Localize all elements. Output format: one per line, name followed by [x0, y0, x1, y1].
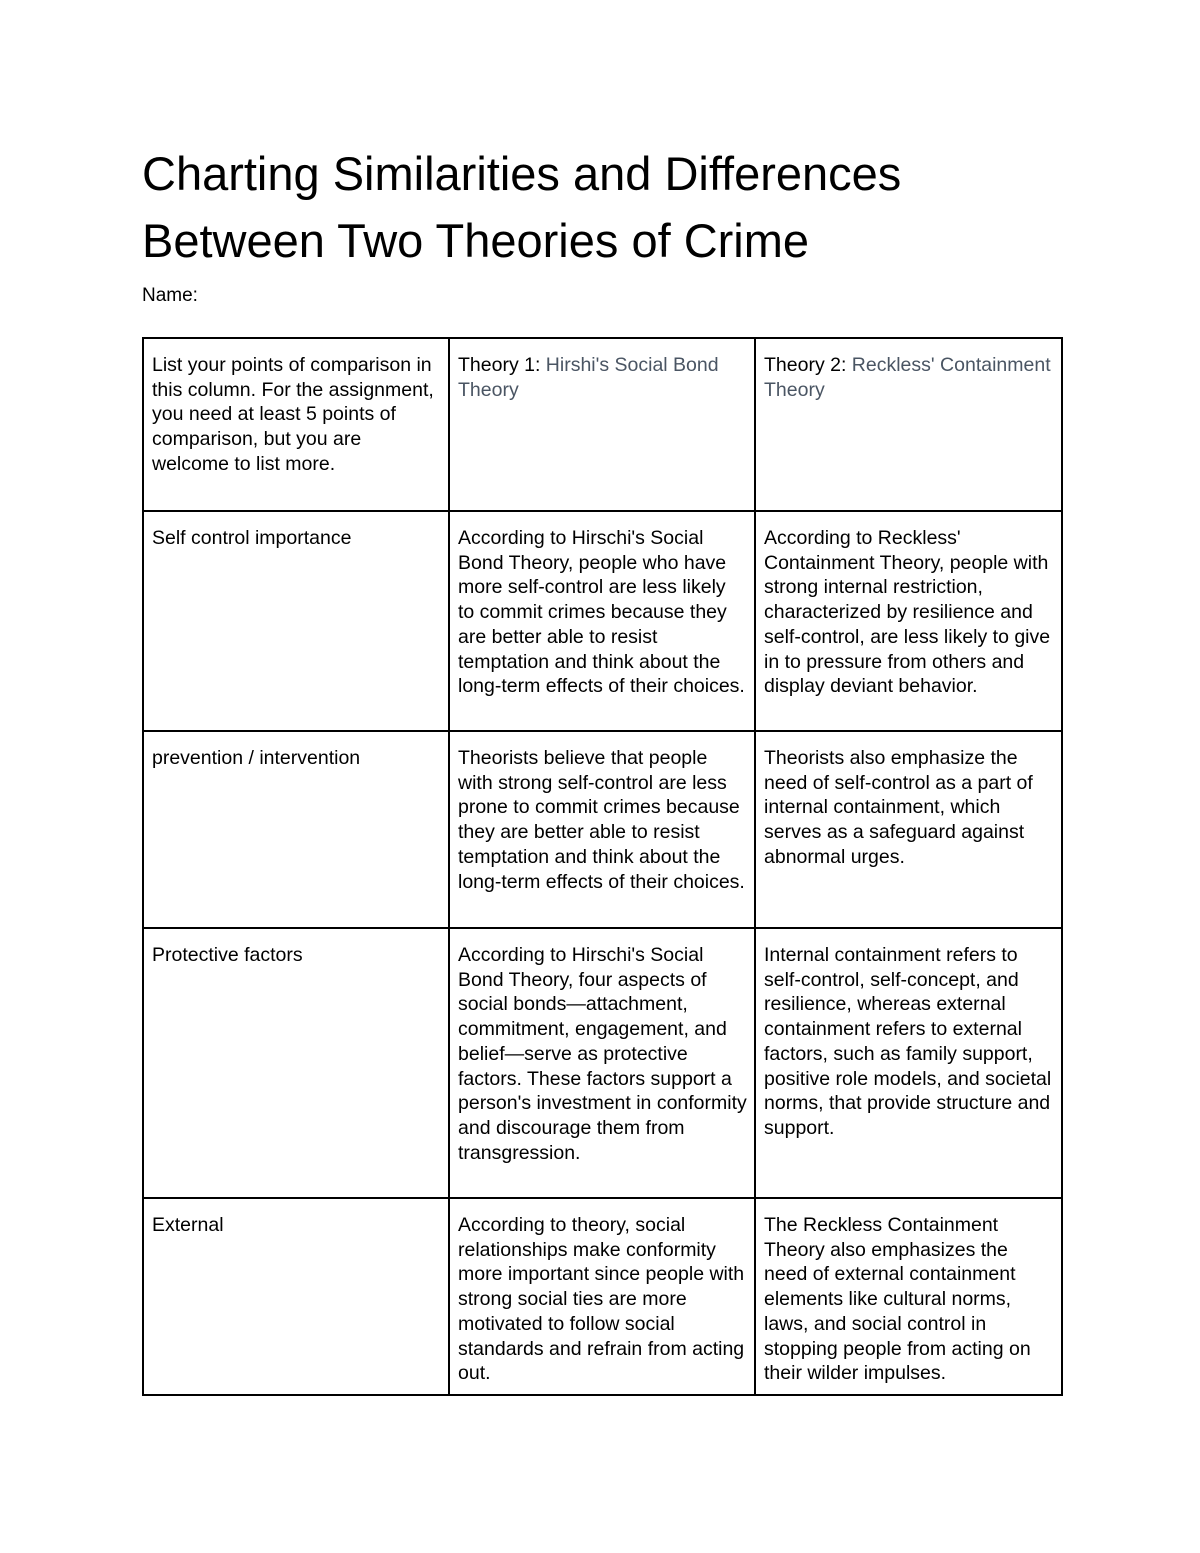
theory2-cell: The Reckless Containment Theory also emphasizes the need of external containment elements like cultural norms, laws, and social control in stopping people from acting on their wilder impulses. — [755, 1198, 1062, 1395]
document-title — [142, 140, 1082, 274]
theory1-name: Hirshi's Social Bond Theory — [458, 354, 719, 401]
instructions-cell — [143, 338, 449, 511]
table-header-row — [143, 338, 1062, 511]
theory2-prefix: Theory 2: — [764, 354, 852, 376]
title-line-2: Between Two Theories of Crime — [142, 214, 810, 267]
point-cell: Self control importance — [143, 511, 449, 731]
table-row — [143, 1198, 1062, 1395]
theory2-name: Reckless' Containment Theory — [764, 354, 1051, 401]
point-cell: Protective factors — [143, 928, 449, 1198]
theory1-header-cell — [449, 338, 755, 511]
theory2-cell: According to Reckless' Containment Theory, people with strong internal restriction, characterized by resilience and self-control, are less likely to give in to pressure from others and display deviant behavior. — [755, 511, 1062, 731]
theory1-cell: According to Hirschi's Social Bond Theory, four aspects of social bonds—attachment, commitment, engagement, and belief—serve as protective factors. These factors support a person's investment in conformity and discourage them from transgression. — [449, 928, 755, 1198]
theory2-cell: Internal containment refers to self-control, self-concept, and resilience, whereas external containment refers to external factors, such as family support, positive role models, and societal norms, that provide structure and support. — [755, 928, 1062, 1198]
theory2-header-cell — [755, 338, 1062, 511]
comparison-table — [142, 337, 1063, 1396]
theory1-cell: According to Hirschi's Social Bond Theory, people who have more self-control are less likely to commit crimes because they are better able to resist temptation and think about the long-term effects of their choices. — [449, 511, 755, 731]
title-line-1: Charting Similarities and Differences — [142, 147, 902, 200]
point-cell: External — [143, 1198, 449, 1395]
theory1-cell: According to theory, social relationships make conformity more important since people with strong social ties are more motivated to follow social standards and refrain from acting out. — [449, 1198, 755, 1395]
table-row — [143, 511, 1062, 731]
table-row — [143, 928, 1062, 1198]
theory1-cell: Theorists believe that people with strong self-control are less prone to commit crimes because they are better able to resist temptation and think about the long-term effects of their choices. — [449, 731, 755, 928]
point-cell: prevention / intervention — [143, 731, 449, 928]
instructions-text: List your points of comparison in this column. For the assignment, you need at least 5 points of comparison, but you are welcome to list more. — [152, 354, 434, 475]
table-row — [143, 731, 1062, 928]
theory1-prefix: Theory 1: — [458, 354, 546, 376]
name-label: Name: — [142, 285, 198, 306]
theory2-cell: Theorists also emphasize the need of self-control as a part of internal containment, which serves as a safeguard against abnormal urges. — [755, 731, 1062, 928]
